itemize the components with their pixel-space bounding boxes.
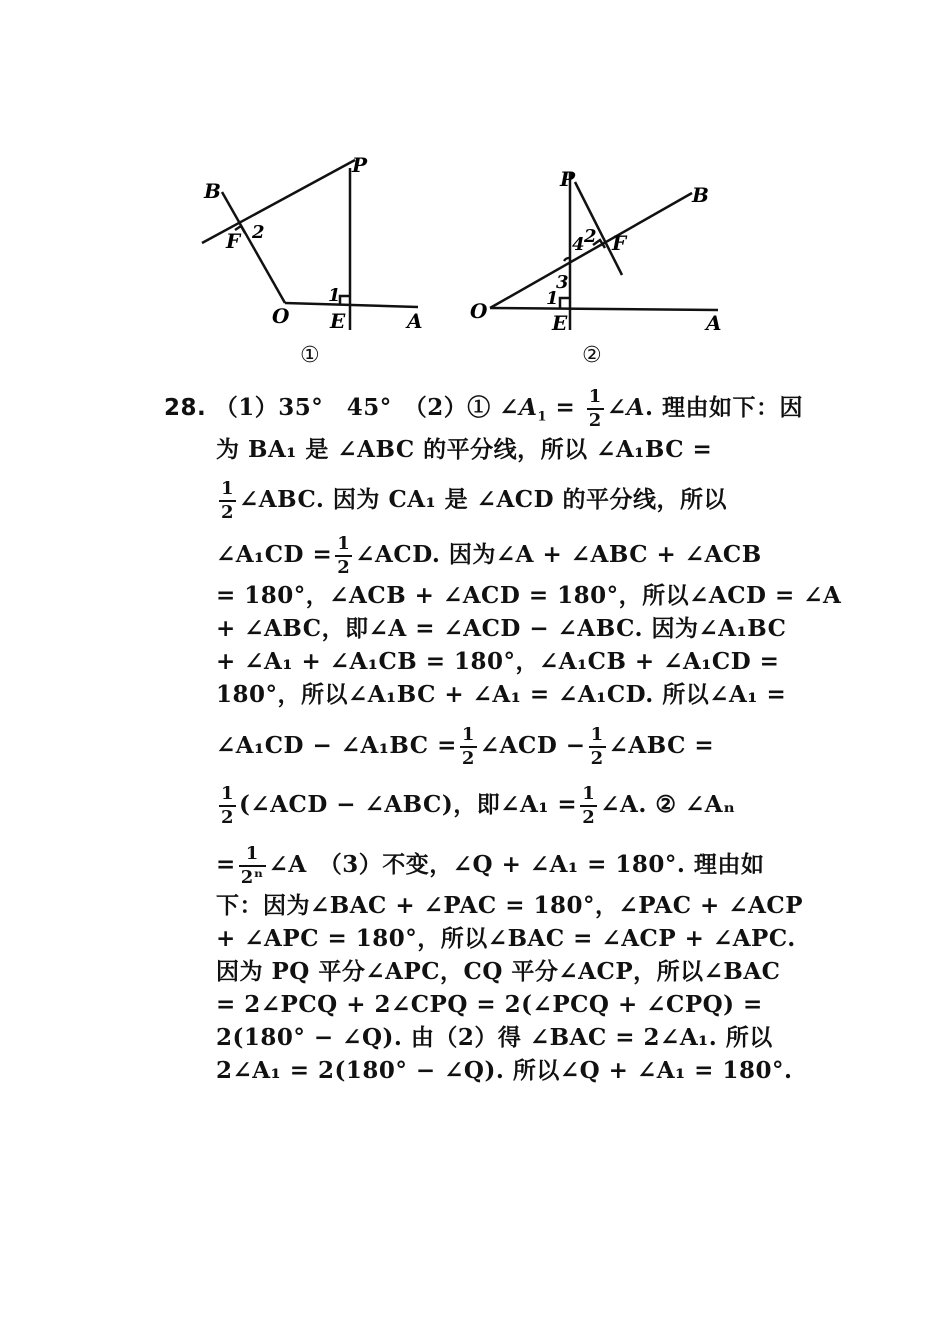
text-l1f: A [626,394,645,421]
figure-1-diagram [190,150,430,330]
fraction-l3: $\frac{1}{2}$ [221,478,235,523]
fig2-line-oa [490,308,718,310]
text-l4b: ∠ACD. 因为∠A + ∠ABC + ∠ACB [355,541,762,568]
fig2-label-b: B [692,183,709,207]
solution-line-11 [216,843,764,889]
solution-line-12: 下：因为∠BAC + ∠PAC = 180°，∠PAC + ∠ACP [216,892,804,919]
solution-line-6: + ∠ABC，即∠A = ∠ACD − ∠ABC. 因为∠A₁BC [216,615,787,642]
figure-2-diagram [460,160,730,335]
fraction-l10-1: $\frac{1}{2}$ [221,783,235,828]
text-l1d: = [546,394,584,421]
solution-line-7: + ∠A₁ + ∠A₁CB = 180°，∠A₁CB + ∠A₁CD = [216,648,780,675]
solution-line-10 [216,783,736,829]
fig2-label-4: 4 [572,234,585,255]
fig2-label-o: O [470,299,488,323]
text-l9b: ∠ACD − [479,732,586,759]
problem-number: 28. [164,395,207,421]
text-l10b: ∠A. ② ∠Aₙ [600,791,736,818]
text-l3: ∠ABC. 因为 CA₁ 是 ∠ACD 的平分线，所以 [239,486,728,513]
solution-line-13: + ∠APC = 180°，所以∠BAC = ∠ACP + ∠APC. [216,925,796,952]
fig2-label-a: A [706,311,722,335]
fraction-l10-2: $\frac{1}{2}$ [582,783,596,828]
solution-line-17: 2∠A₁ = 2(180° − ∠Q). 所以∠Q + ∠A₁ = 180°. [216,1057,793,1084]
solution-line-4 [216,533,762,579]
fig1-line-pf [202,160,355,243]
solution-line-3 [216,478,727,524]
figure-2-caption: ② [582,343,602,368]
fig2-line-pf [575,182,622,275]
fig2-label-1: 1 [546,288,559,309]
text-l9a: ∠A₁CD − ∠A₁BC = [216,732,457,759]
fig2-right-angle-e [560,298,570,308]
fig2-label-e: E [552,311,568,335]
fig1-label-1: 1 [328,285,341,306]
text-l1g: . 理由如下：因 [644,394,803,421]
fraction-l4: $\frac{1}{2}$ [337,533,351,578]
text-l11b: ∠A （3）不变，∠Q + ∠A₁ = 180°. 理由如 [268,851,765,878]
fig1-label-f: F [226,229,241,253]
figure-1-caption: ① [300,343,320,368]
solution-line-15: = 2∠PCQ + 2∠CPQ = 2(∠PCQ + ∠CPQ) = [216,991,763,1018]
text-l10a: (∠ACD − ∠ABC)，即∠A₁ = [239,791,578,818]
solution-line-14: 因为 PQ 平分∠APC，CQ 平分∠ACP，所以∠BAC [216,958,781,985]
fig1-line-oa [285,303,418,307]
fig1-label-p: P [352,153,368,177]
figure-1 [190,150,430,334]
text-l1b: A [519,394,538,421]
fig2-label-2: 2 [584,226,597,247]
fig1-label-o: O [272,304,290,328]
solution-line-5: = 180°，∠ACB + ∠ACD = 180°，所以∠ACD = ∠A [216,582,842,609]
text-l9c: ∠ABC = [608,732,715,759]
fig1-label-2: 2 [252,222,265,243]
fig2-label-3: 3 [556,272,569,293]
text-l1c: 1 [537,409,547,425]
solution-line-9 [216,724,714,770]
solution-line-16: 2(180° − ∠Q). 由（2）得 ∠BAC = 2∠A₁. 所以 [216,1024,773,1051]
text-l1a: （1）35° 45° （2）① ∠ [214,394,520,421]
fig1-label-e: E [330,309,346,330]
figure-2 [460,160,730,339]
fig1-label-a: A [407,309,423,330]
solution-line-8: 180°，所以∠A₁BC + ∠A₁ = ∠A₁CD. 所以∠A₁ = [216,681,787,708]
fig2-line-ob [490,193,692,308]
solution-line-2: 为 BA₁ 是 ∠ABC 的平分线，所以 ∠A₁BC = [216,436,713,463]
fraction-l1: $\frac{1}{2}$ [588,386,602,431]
fig2-label-p: P [560,167,576,191]
text-l4a: ∠A₁CD = [216,541,333,568]
text-l11a: = [216,851,236,878]
fraction-l9-2: $\frac{1}{2}$ [590,724,604,769]
fraction-l9-1: $\frac{1}{2}$ [461,724,475,769]
text-l1e: ∠ [606,394,627,421]
fraction-l11: $\frac{1}{\text{2ⁿ}}$ [240,843,264,888]
solution-line-1 [164,386,803,433]
fig2-label-f: F [612,231,627,255]
fig1-label-b: B [204,179,221,203]
